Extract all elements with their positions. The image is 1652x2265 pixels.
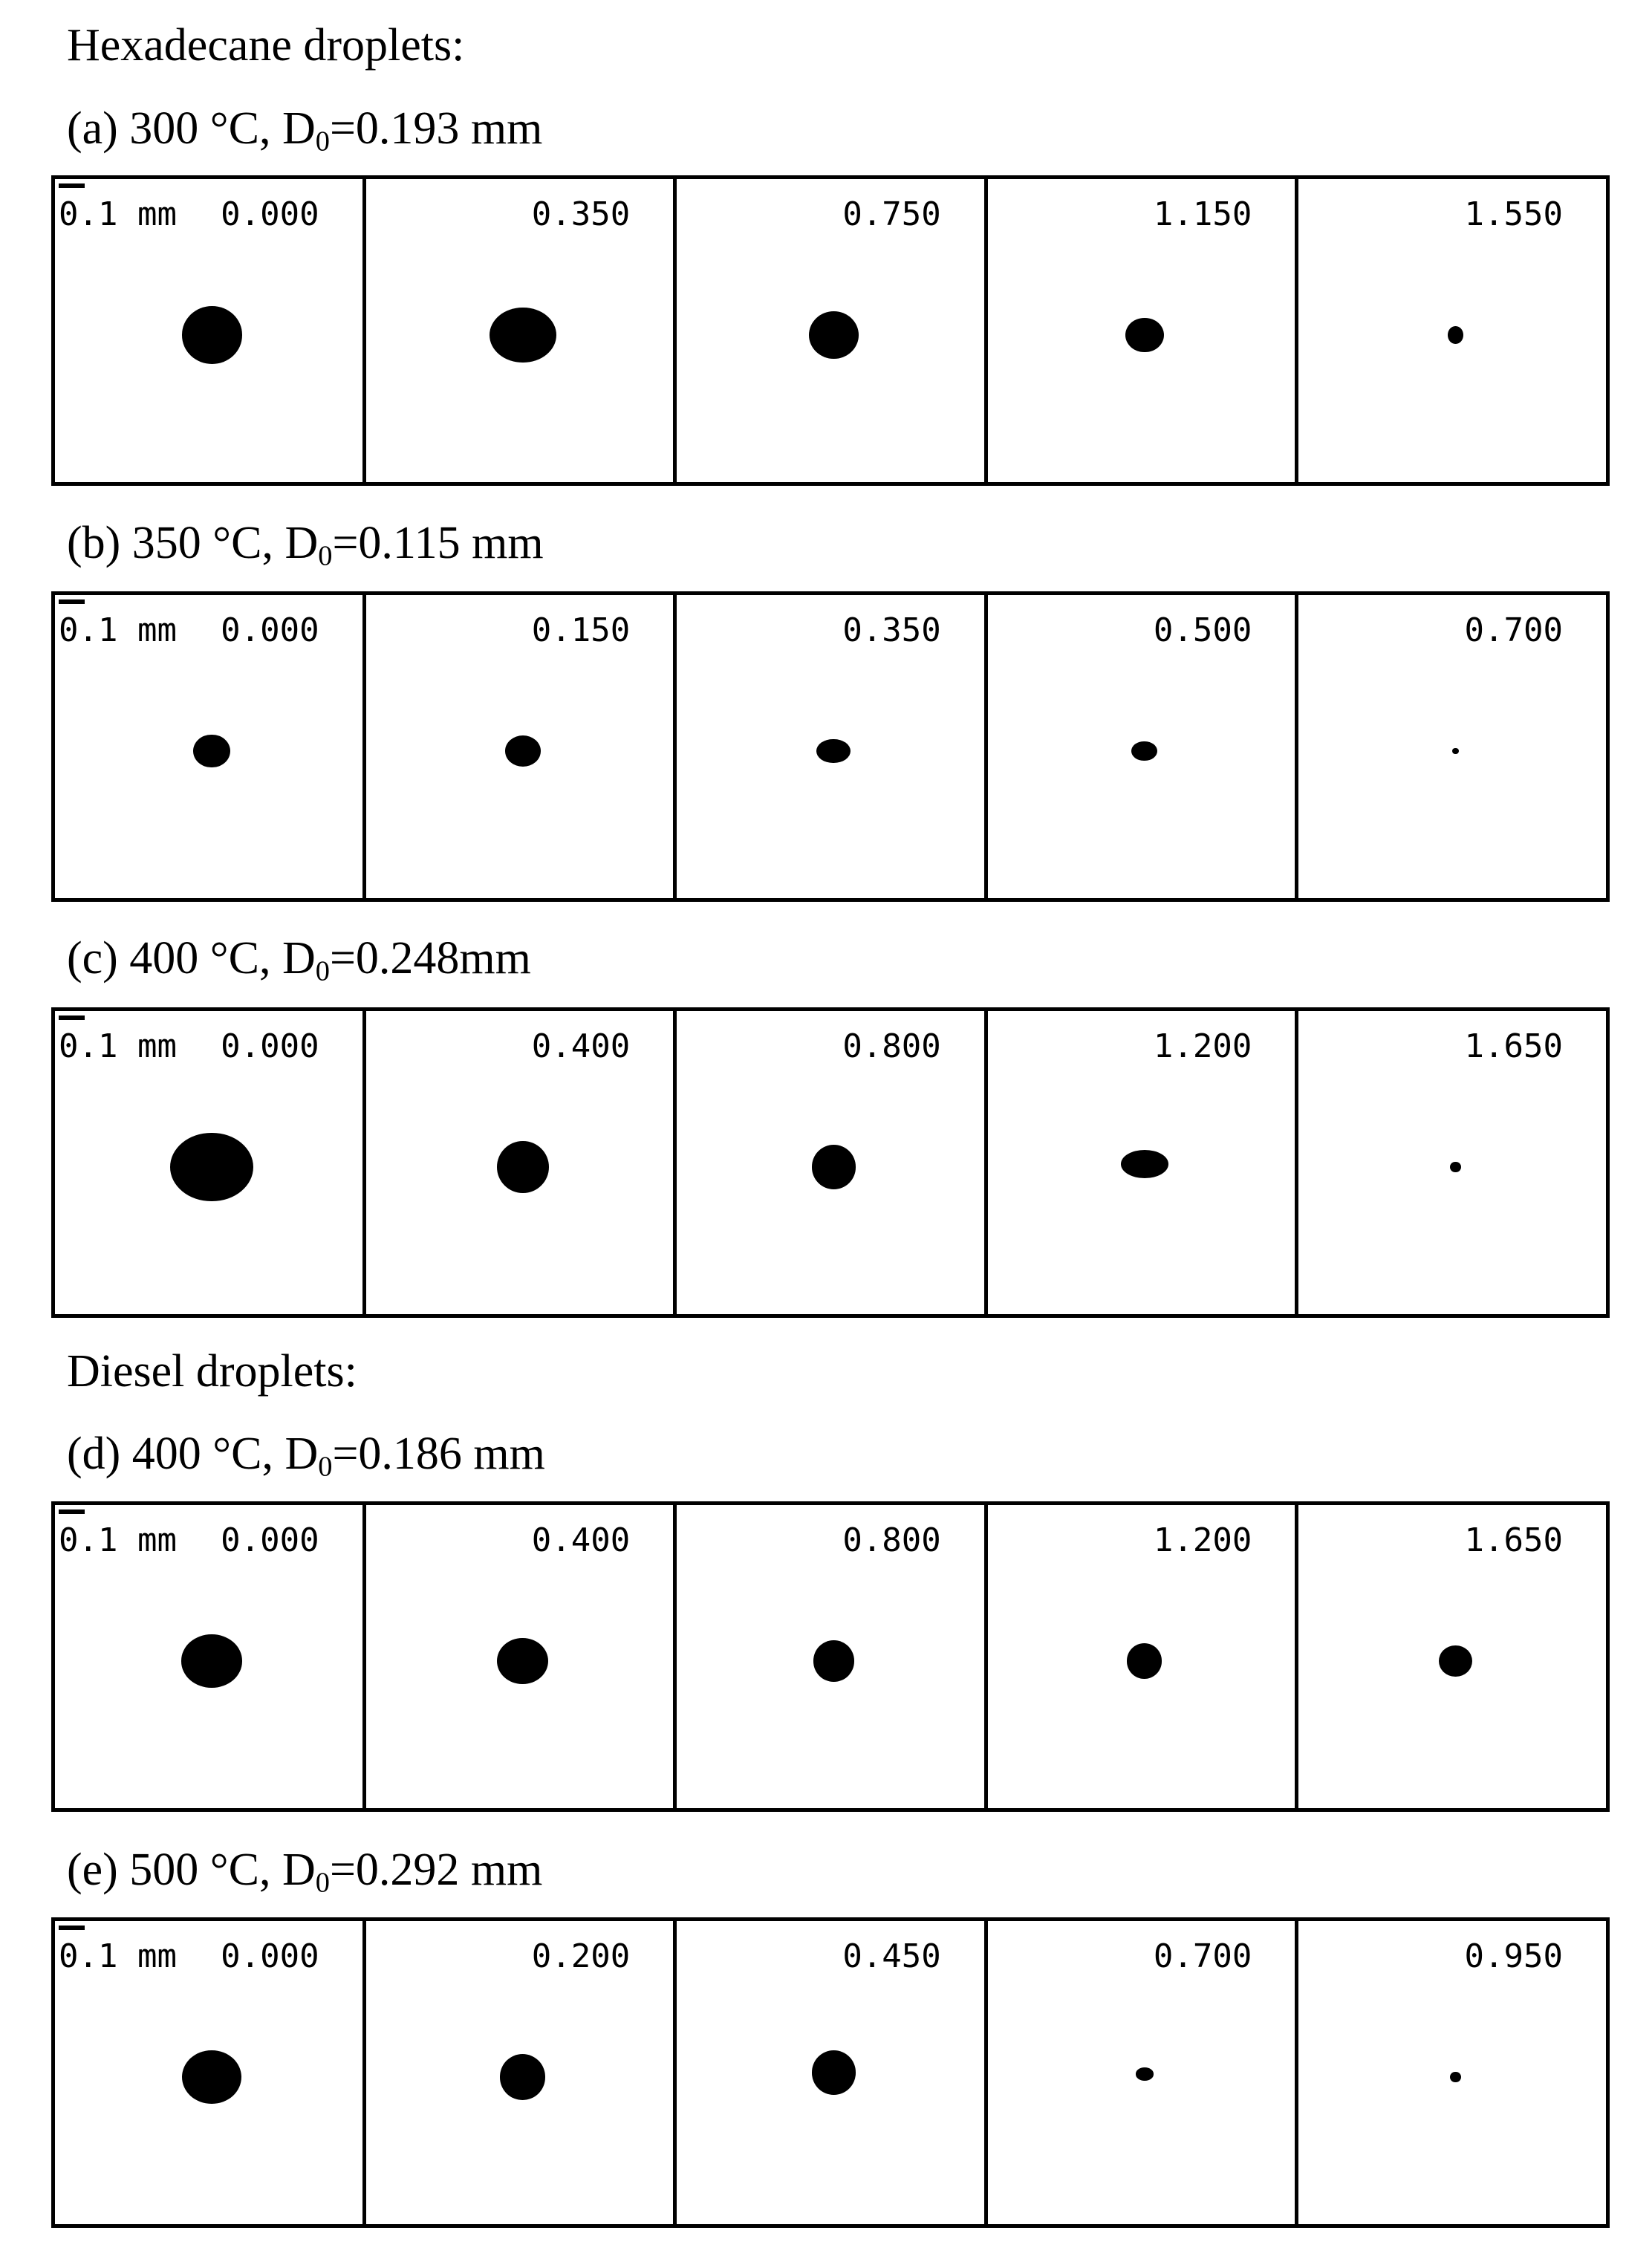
frame — [673, 595, 984, 898]
scale-bar-label: 0.1 mm — [59, 195, 177, 233]
frame — [673, 1505, 984, 1808]
droplet — [505, 735, 541, 767]
frame-time-label: 0.400 — [531, 1521, 631, 1559]
droplet — [181, 1634, 242, 1687]
panel-heading-subscript: 0 — [315, 955, 330, 987]
scale-bar-label: 0.1 mm — [59, 1937, 177, 1975]
frame — [984, 595, 1295, 898]
frame — [1295, 1505, 1606, 1808]
droplet — [170, 1133, 253, 1202]
frame-time-label: 0.750 — [842, 195, 941, 233]
scale-bar — [59, 1015, 85, 1020]
frame-time-label: 1.650 — [1464, 1027, 1563, 1065]
panel-heading-prefix: (d) 400 °C, D — [67, 1429, 319, 1479]
frame-time-label: 1.200 — [1153, 1027, 1252, 1065]
panel-heading-subscript: 0 — [318, 1451, 333, 1483]
droplet — [1450, 1162, 1460, 1172]
scale-bar — [59, 1926, 85, 1930]
droplet — [1125, 318, 1164, 353]
droplet — [1439, 1645, 1471, 1677]
panel-strip-e — [51, 1917, 1610, 2228]
frame-time-label: 0.000 — [221, 1937, 319, 1975]
frame — [55, 179, 362, 482]
panel-heading-suffix: =0.186 mm — [332, 1429, 545, 1479]
frame-time-label: 0.000 — [221, 1027, 319, 1065]
frame-time-label: 0.800 — [842, 1027, 941, 1065]
frame — [1295, 1011, 1606, 1314]
droplet — [497, 1638, 548, 1685]
panel-heading-suffix: =0.115 mm — [332, 518, 544, 568]
frame-time-label: 1.150 — [1153, 195, 1252, 233]
droplet — [1131, 741, 1157, 761]
frame-time-label: 0.700 — [1153, 1937, 1252, 1975]
frame — [362, 1921, 674, 2224]
droplet — [1450, 2072, 1460, 2082]
frame — [673, 1921, 984, 2224]
frame-time-label: 0.150 — [531, 611, 631, 649]
droplet — [490, 308, 556, 363]
frame — [362, 1011, 674, 1314]
droplet — [497, 1141, 549, 1193]
droplet — [1121, 1150, 1168, 1178]
frame — [1295, 595, 1606, 898]
panel-heading-a — [67, 103, 543, 157]
frame — [1295, 1921, 1606, 2224]
droplet — [813, 1640, 854, 1681]
frame — [55, 595, 362, 898]
group-title-hexadecane: Hexadecane droplets: — [67, 20, 465, 71]
frame-time-label: 0.350 — [531, 195, 631, 233]
frame-time-label: 0.000 — [221, 1521, 319, 1559]
frame — [55, 1921, 362, 2224]
frame-time-label: 0.700 — [1464, 611, 1563, 649]
frame — [673, 179, 984, 482]
frame-time-label: 0.200 — [531, 1937, 631, 1975]
scale-bar-label: 0.1 mm — [59, 611, 177, 649]
droplet — [182, 306, 242, 363]
panel-strip-a — [51, 175, 1610, 486]
droplet — [182, 2050, 241, 2104]
droplet — [500, 2054, 546, 2100]
frame — [362, 179, 674, 482]
panel-heading-subscript: 0 — [315, 126, 330, 157]
frame — [673, 1011, 984, 1314]
panel-strip-b — [51, 591, 1610, 902]
frame — [55, 1011, 362, 1314]
droplet — [812, 1145, 856, 1189]
droplet — [809, 311, 859, 359]
panel-heading-subscript: 0 — [318, 540, 333, 572]
panel-heading-prefix: (b) 350 °C, D — [67, 518, 319, 568]
scale-bar — [59, 599, 85, 604]
panel-heading-suffix: =0.248mm — [329, 933, 531, 984]
frame-time-label: 0.950 — [1464, 1937, 1563, 1975]
panel-heading-prefix: (e) 500 °C, D — [67, 1845, 316, 1895]
droplet — [1448, 326, 1463, 344]
panel-strip-d — [51, 1501, 1610, 1812]
frame — [984, 1921, 1295, 2224]
group-title-diesel: Diesel droplets: — [67, 1346, 357, 1397]
frame — [1295, 179, 1606, 482]
frame-time-label: 0.450 — [842, 1937, 941, 1975]
panel-heading-prefix: (a) 300 °C, D — [67, 103, 316, 154]
frame — [55, 1505, 362, 1808]
panel-heading-e — [67, 1845, 543, 1899]
frame — [362, 595, 674, 898]
droplet — [193, 735, 230, 768]
frame — [984, 1505, 1295, 1808]
scale-bar-label: 0.1 mm — [59, 1521, 177, 1559]
panel-strip-c — [51, 1007, 1610, 1318]
frame-time-label: 0.400 — [531, 1027, 631, 1065]
frame — [362, 1505, 674, 1808]
panel-heading-suffix: =0.292 mm — [329, 1845, 543, 1895]
frame — [984, 1011, 1295, 1314]
panel-heading-b — [67, 518, 544, 572]
scale-bar — [59, 183, 85, 188]
frame-time-label: 1.550 — [1464, 195, 1563, 233]
frame — [984, 179, 1295, 482]
droplet — [816, 739, 851, 764]
scale-bar — [59, 1510, 85, 1514]
droplet — [1136, 2067, 1154, 2080]
frame-time-label: 0.500 — [1153, 611, 1252, 649]
frame-time-label: 0.000 — [221, 611, 319, 649]
panel-heading-prefix: (c) 400 °C, D — [67, 933, 316, 984]
panel-heading-c — [67, 933, 531, 987]
droplet — [1452, 748, 1458, 754]
droplet — [812, 2050, 856, 2094]
frame-time-label: 1.200 — [1153, 1521, 1252, 1559]
panel-heading-subscript: 0 — [315, 1867, 330, 1899]
frame-time-label: 0.350 — [842, 611, 941, 649]
scale-bar-label: 0.1 mm — [59, 1027, 177, 1065]
panel-heading-d — [67, 1429, 545, 1483]
frame-time-label: 1.650 — [1464, 1521, 1563, 1559]
droplet — [1127, 1643, 1162, 1678]
frame-time-label: 0.000 — [221, 195, 319, 233]
frame-time-label: 0.800 — [842, 1521, 941, 1559]
panel-heading-suffix: =0.193 mm — [329, 103, 543, 154]
